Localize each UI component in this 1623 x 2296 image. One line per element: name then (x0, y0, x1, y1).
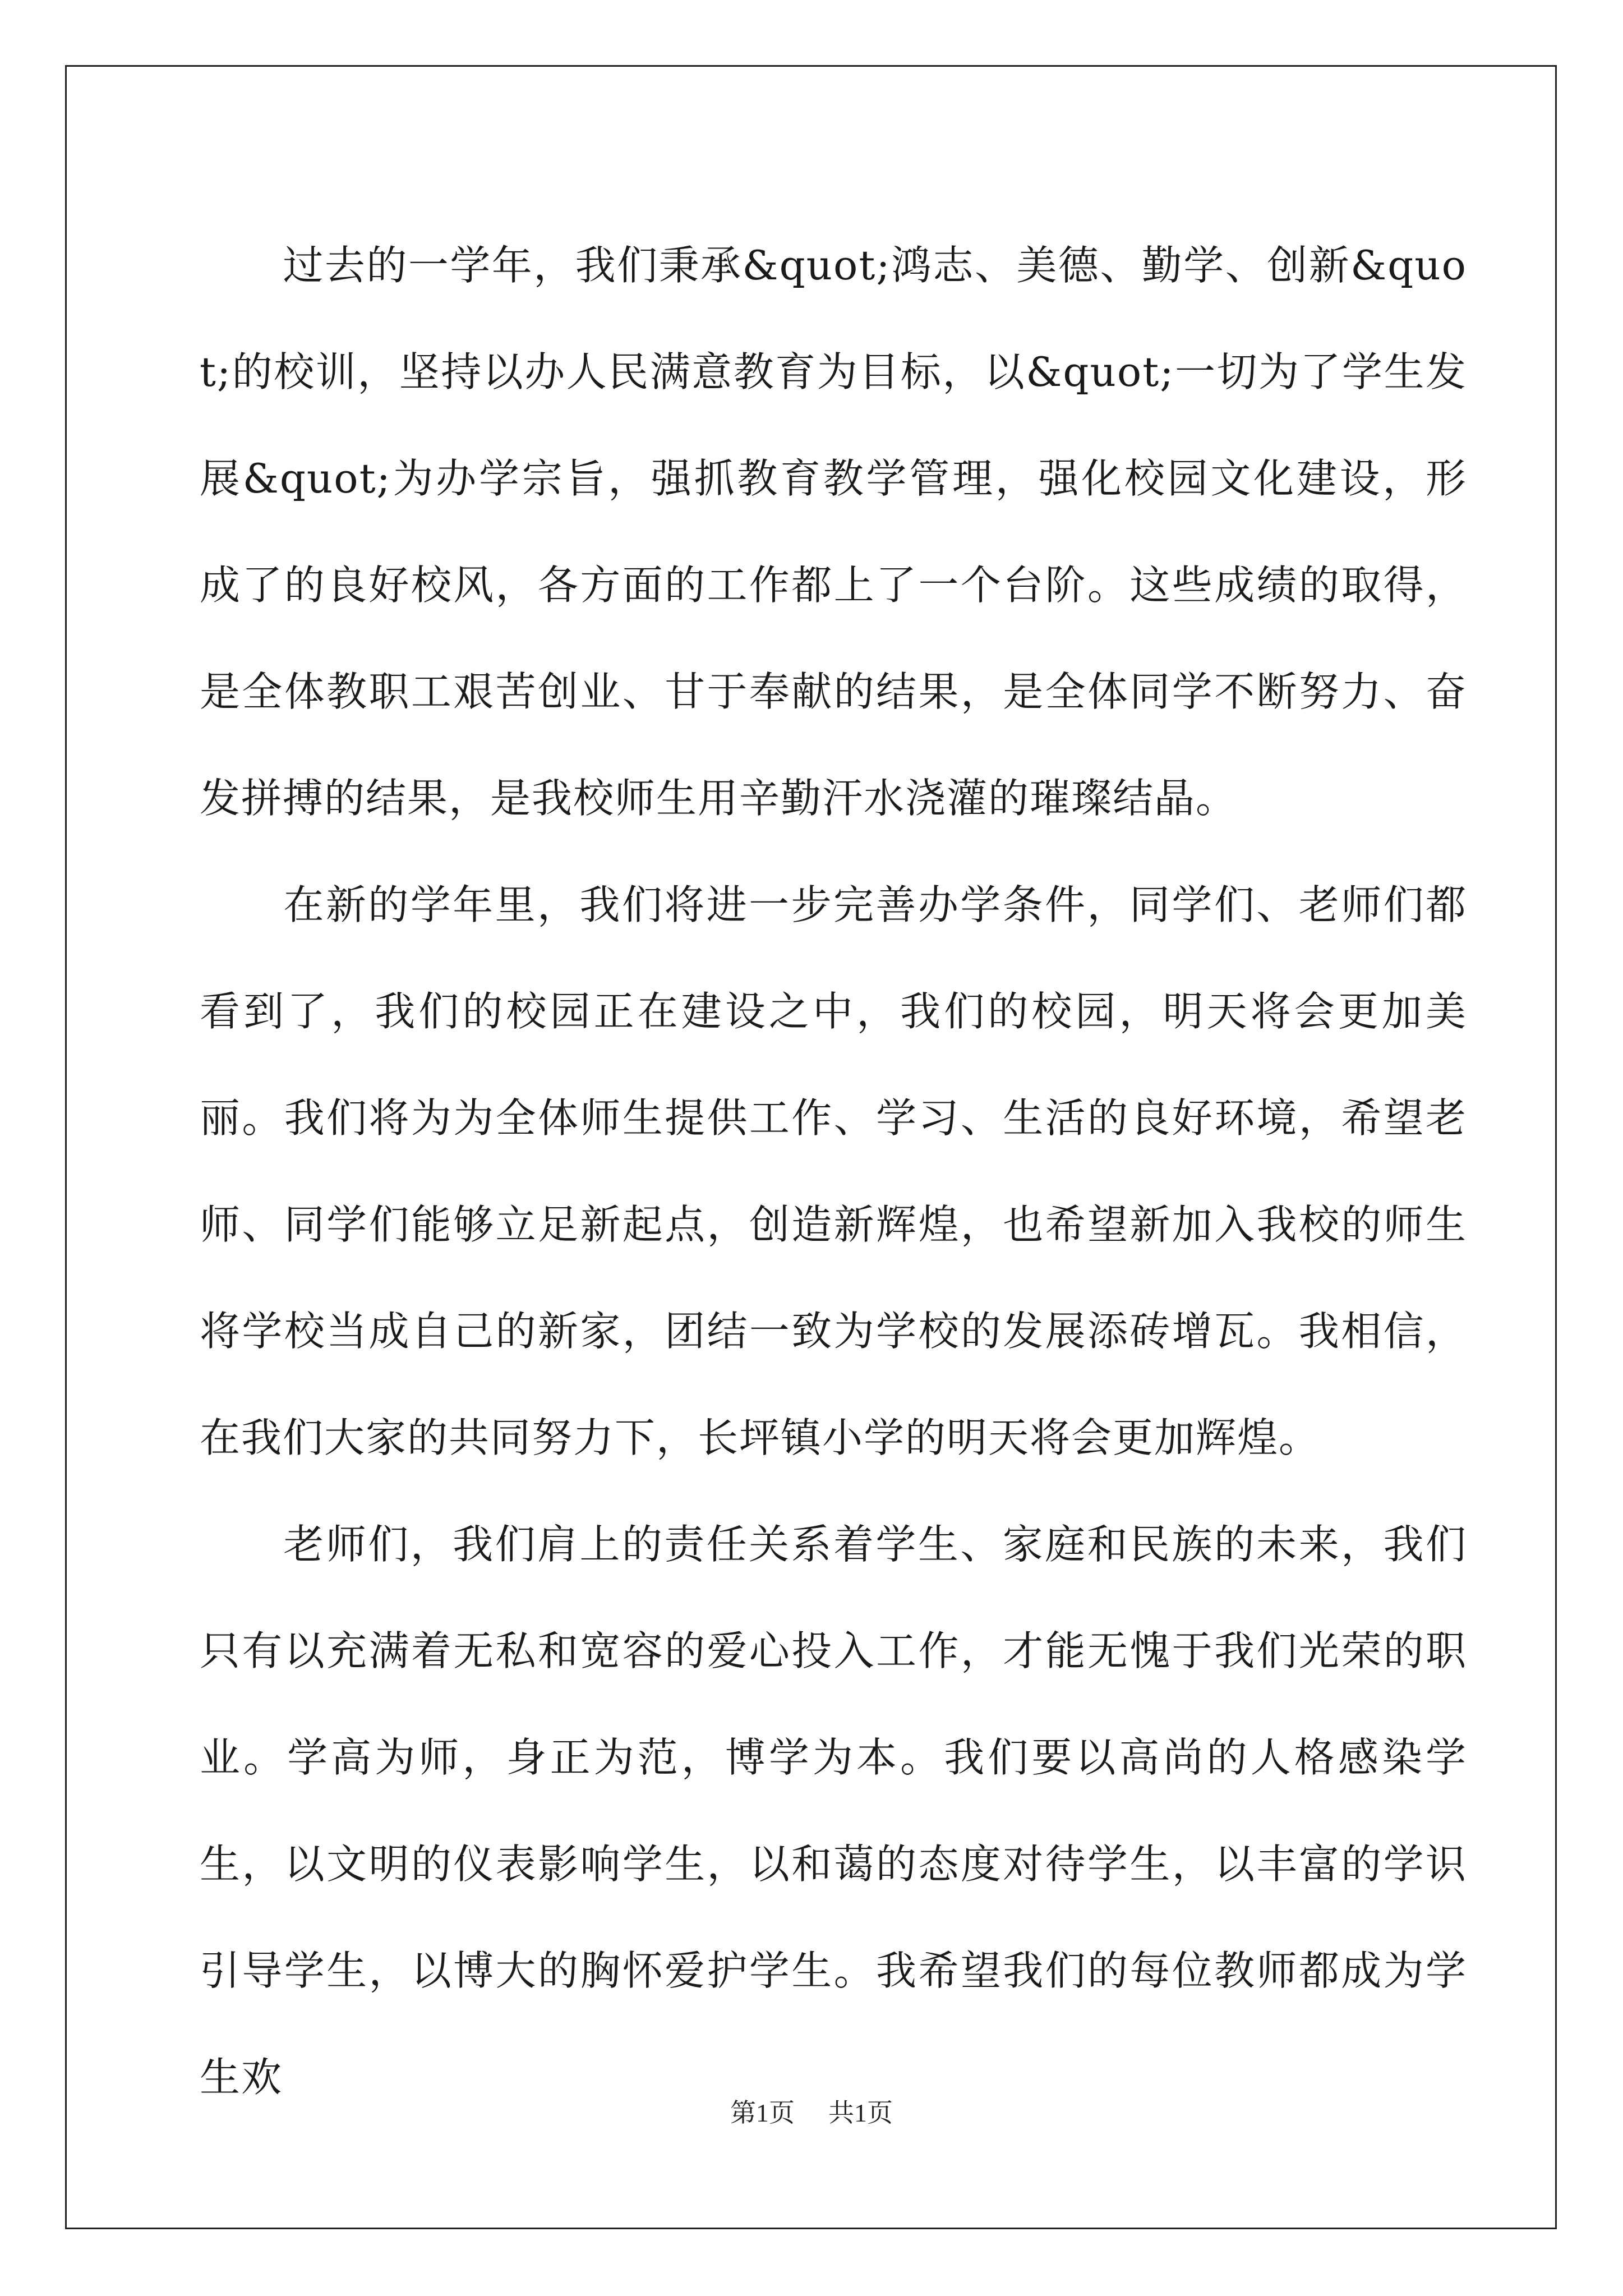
total-pages: 共1页 (828, 2099, 893, 2127)
paragraph-3-text: 老师们，我们肩上的责任关系着学生、家庭和民族的未来，我们只有以充满着无私和宽容的爱心投入工作，才能无愧于我们光荣的职业。学高为师，身正为范，博学为本。我们要以高尚的人格感染学生，以文明的仪表影响学生，以和蔼的态度对待学生，以丰富的学识引导学生，以博大的胸怀爱护学生。我希望我们的每位教师都成为学生欢 (200, 1521, 1467, 2101)
paragraph-2-text: 在新的学年里，我们将进一步完善办学条件，同学们、老师们都看到了，我们的校园正在建设之中，我们的校园，明天将会更加美丽。我们将为为全体师生提供工作、学习、生活的良好环境，希望老师、同学们能够立足新起点，创造新辉煌，也希望新加入我校的师生将学校当成自己的新家，团结一致为学校的发展添砖增瓦。我相信，在我们大家的共同努力下，长坪镇小学的明天将会更加辉煌。 (200, 881, 1467, 1461)
paragraph-1 (200, 212, 1467, 852)
paragraph-3 (200, 1491, 1467, 2131)
paragraph-1-text: 过去的一学年，我们秉承&quot;鸿志、美德、勤学、创新&quot;的校训，坚持以办人民满意教育为目标，以&quot;一切为了学生发展&quot;为办学宗旨，强抓教育教学管理，强化校园文化建设，形成了的良好校风，各方面的工作都上了一个台阶。这些成绩的取得，是全体教职工艰苦创业、甘于奉献的结果，是全体同学不断努力、奋发拼搏的结果，是我校师生用辛勤汗水浇灌的璀璨结晶。 (200, 242, 1467, 822)
document-body (200, 212, 1467, 2131)
page-footer (0, 2092, 1623, 2129)
paragraph-2 (200, 852, 1467, 1491)
page-number: 第1页 (730, 2099, 795, 2127)
